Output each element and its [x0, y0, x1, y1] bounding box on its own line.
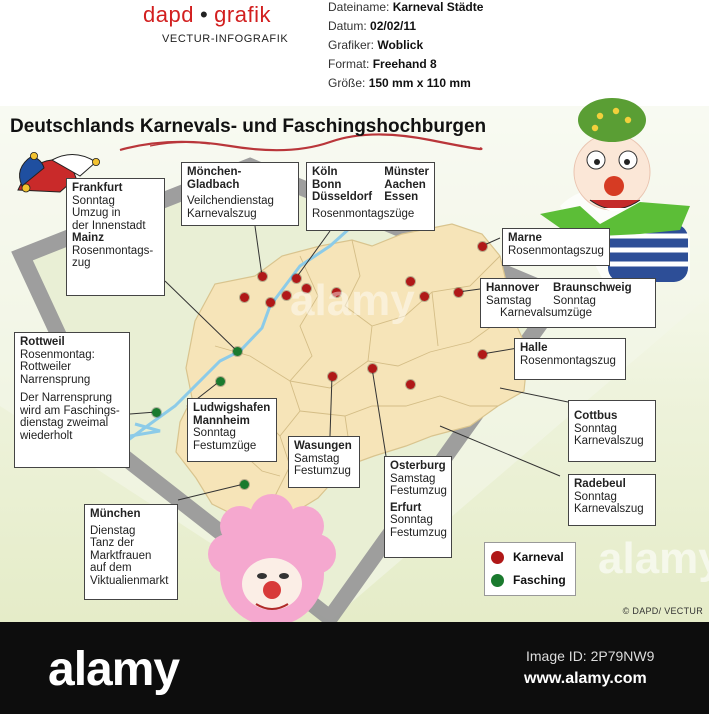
copyright: © DAPD/ VECTUR: [622, 606, 703, 616]
alamy-logo: alamy: [48, 643, 180, 696]
meta-date: Datum: 02/02/11: [328, 19, 417, 33]
fasching-marker: [216, 377, 225, 386]
karneval-marker: [420, 292, 429, 301]
brand-name-right: grafik: [214, 2, 271, 27]
callout-halle: Halle Rosenmontagszug: [514, 338, 626, 380]
karneval-marker: [258, 272, 267, 281]
alamy-url[interactable]: www.alamy.com: [524, 670, 647, 687]
map-panel: [0, 106, 723, 622]
legend-fasching: [491, 573, 566, 587]
karneval-marker: [332, 288, 341, 297]
header: [0, 0, 709, 106]
map-title: Deutschlands Karnevals- und Faschingshochburgen: [10, 116, 487, 137]
meta-artist: Grafiker: Woblick: [328, 38, 424, 52]
karneval-marker: [302, 284, 311, 293]
fasching-marker: [152, 408, 161, 417]
brand-logo: [143, 2, 271, 28]
karneval-marker: [478, 350, 487, 359]
karneval-marker: [368, 364, 377, 373]
karneval-marker: [406, 380, 415, 389]
callout-cottbus: Cottbus Sonntag Karnevalszug: [568, 400, 656, 462]
callout-koeln: Köln Bonn Düsseldorf Münster Aachen Essen Rosenmontagszüge: [306, 162, 435, 231]
meta-size: Größe: 150 mm x 110 mm: [328, 76, 471, 90]
callout-ludwigshafen-mannheim: Ludwigshafen Mannheim Sonntag Festumzüge: [187, 398, 277, 462]
callout-marne: Marne Rosenmontagszug: [502, 228, 610, 266]
callout-frankfurt-mainz: Frankfurt Sonntag Umzug in der Innenstadt Mainz Rosenmontags- zug: [66, 178, 165, 296]
callout-radebeul: Radebeul Sonntag Karnevalszug: [568, 474, 656, 526]
map-legend: [484, 542, 576, 596]
callout-osterburg-erfurt: Osterburg Samstag Festumzug Erfurt Sonntag Festumzug: [384, 456, 452, 558]
legend-karneval-dot: [491, 551, 504, 564]
karneval-marker: [292, 274, 301, 283]
legend-karneval-label: Karneval: [513, 550, 564, 564]
karneval-marker: [454, 288, 463, 297]
brand-subtitle: VECTUR-INFOGRAFIK: [162, 33, 289, 45]
legend-fasching-label: Fasching: [513, 573, 566, 587]
callout-hannover-braunschweig: Hannover Samstag Braunschweig Sonntag Karnevalsumzüge: [480, 278, 656, 328]
fasching-marker: [240, 480, 249, 489]
karneval-marker: [240, 293, 249, 302]
karneval-marker: [282, 291, 291, 300]
callout-rottweil: Rottweil Rosenmontag: Rottweiler Narrensprung Der Narrensprung wird am Faschings- dienstag zweimal wiederholt: [14, 332, 130, 468]
karneval-marker: [406, 277, 415, 286]
karneval-marker: [478, 242, 487, 251]
legend-fasching-dot: [491, 574, 504, 587]
legend-karneval: [491, 550, 564, 564]
watermark-center: alamy: [290, 276, 415, 325]
callout-moenchengladbach: Mönchen- Gladbach Veilchendienstag Karnevalszug: [181, 162, 299, 226]
fasching-marker: [233, 347, 242, 356]
meta-format: Format: Freehand 8: [328, 57, 437, 71]
brand-name-left: dapd: [143, 2, 194, 27]
callout-muenchen: München Dienstag Tanz der Marktfrauen auf dem Viktualienmarkt: [84, 504, 178, 600]
footer: [0, 622, 709, 714]
karneval-marker: [266, 298, 275, 307]
image-id: Image ID: 2P79NW9: [526, 648, 655, 664]
watermark-right: alamy: [598, 534, 723, 583]
karneval-marker: [328, 372, 337, 381]
meta-filename: Dateiname: Karneval Städte: [328, 0, 484, 14]
callout-wasungen: Wasungen Samstag Festumzug: [288, 436, 360, 488]
brand-separator: •: [199, 2, 209, 27]
